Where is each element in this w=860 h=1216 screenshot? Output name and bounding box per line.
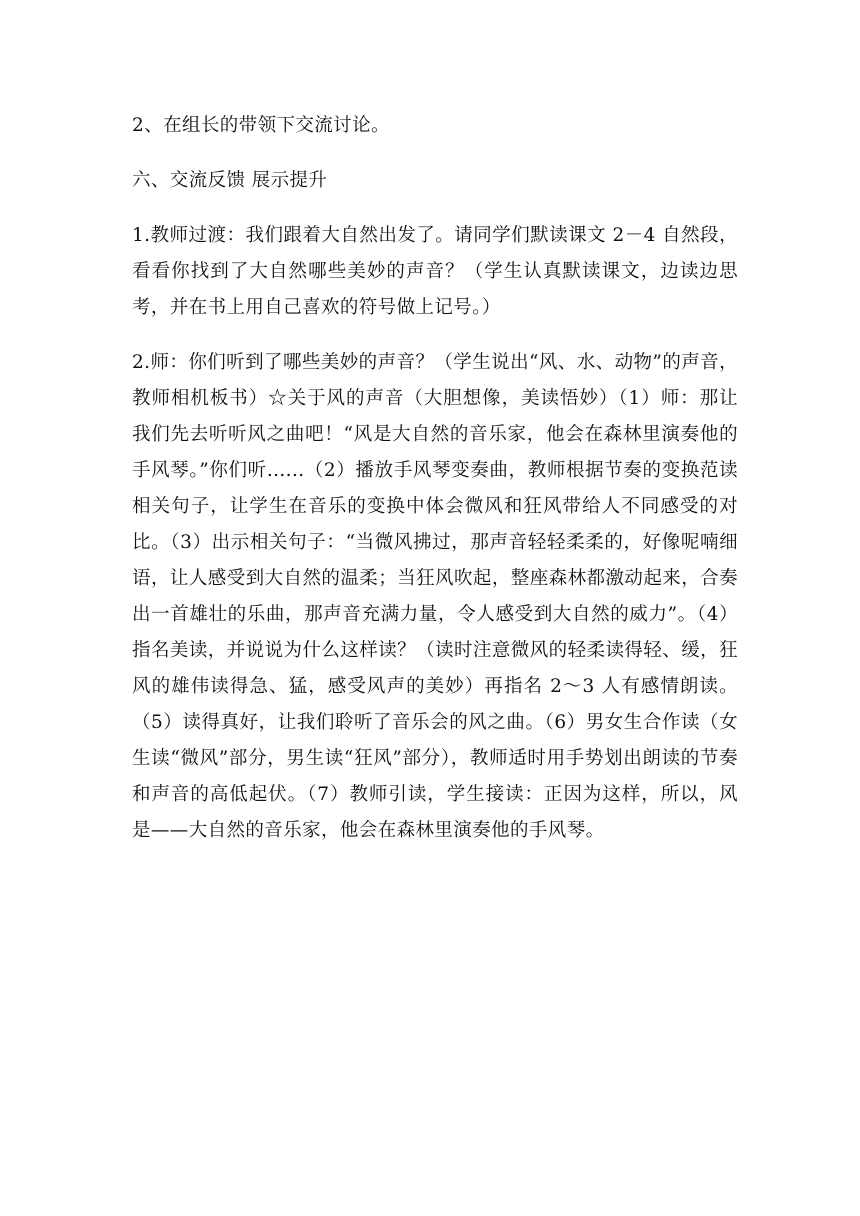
paragraph-discussion-step: 2、在组长的带领下交流讨论。 [132,115,390,136]
document-body [132,108,738,868]
paragraph-wind-sounds: 2.师：你们听到了哪些美妙的声音？（学生说出“风、水、动物”的声音，教师相机板书）☆关于风的声音（大胆想像，美读悟妙）（1）师：那让我们先去听听风之曲吧！“风是大自然的音乐家，他会在森林里演奏他的手风琴。”你们听......（2）播放手风琴变奏曲，教师根据节奏的变换范读相关句子，让学生在音乐的变换中体会微风和狂风带给人不同感受的对比。（3）出示相关句子：“当微风拂过，那声音轻轻柔柔的，好像呢喃细语，让人感受到大自然的温柔；当狂风吹起，整座森林都激动起来，合奏出一首雄壮的乐曲，那声音充满力量，令人感受到大自然的威力”。（4）指名美读，并说说为什么这样读？（读时注意微风的轻柔读得轻、缓，狂风的雄伟读得急、猛，感受风声的美妙）再指名 2～3 人有感情朗读。（5）读得真好，让我们聆听了音乐会的风之曲。（6）男女生合作读（女生读“微风”部分，男生读“狂风”部分），教师适时用手势划出朗读的节奏和声音的高低起伏。（7）教师引读，学生接读：正因为这样，所以，风是——大自然的音乐家，他会在森林里演奏他的手风琴。 [132,352,738,841]
paragraph-teacher-transition: 1.教师过渡：我们跟着大自然出发了。请同学们默读课文 2－4 自然段，看看你找到了大自然哪些美妙的声音？（学生认真默读课文，边读边思考，并在书上用自己喜欢的符号做上记号。） [132,225,738,318]
section-heading-feedback: 六、交流反馈 展示提升 [132,170,328,191]
